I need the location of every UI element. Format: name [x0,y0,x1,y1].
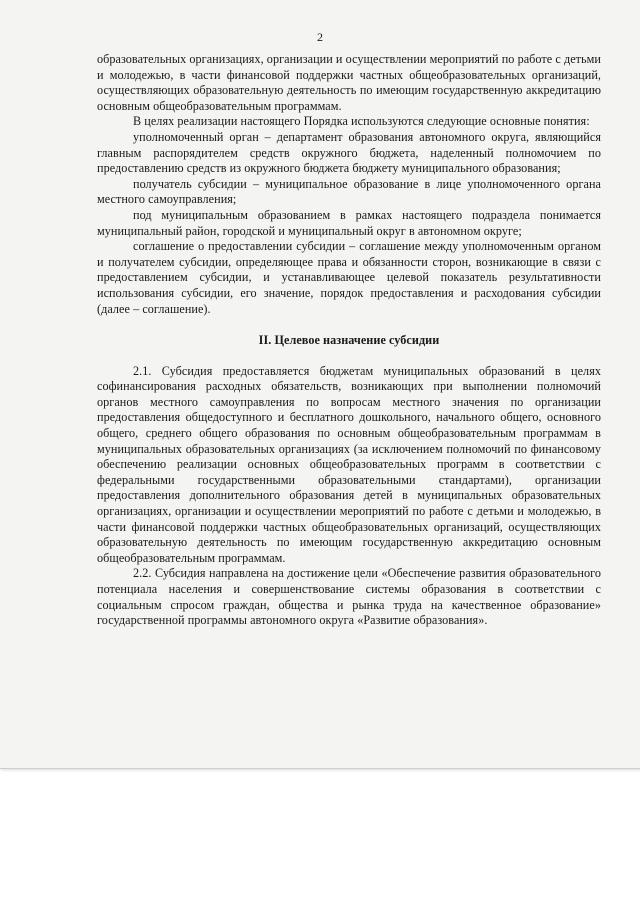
paragraph-recipient: получатель субсидии – муниципальное образование в лице уполномоченного органа местного самоуправления; [97,176,601,207]
document-body [97,52,601,629]
paragraph-municipality: под муниципальным образованием в рамках настоящего подраздела понимается муниципальный район, городской и муниципальный округ в автономном округе; [97,207,601,238]
paragraph-definitions-intro: В целях реализации настоящего Порядка используются следующие основные понятия: [133,114,590,129]
paragraph-authorized-body: уполномоченный орган – департамент образования автономного округа, являющийся главным распорядителем средств окружного бюджета, наделенный полномочием по предоставлению средств из окружного бюджета бюджету муниципального образования; [97,129,601,176]
paragraph-2-1: 2.1. Субсидия предоставляется бюджетам муниципальных образований в целях софинансирования расходных обязательств, возникающих при выполнении полномочий органов местного самоуправления по вопросам местного значения по организации предоставления общедоступного и бесплатного дошкольного, начального общего, основного общего, среднего общего образования по основным общеобразовательным программам в муниципальных образовательных организациях (за исключением полномочий по финансовому обеспечению реализации основных общеобразовательных программ в соответствии с федеральными государственными образовательными стандартами), организации предоставления дополнительного образования детей в муниципальных образовательных организациях, организации и осуществлении мероприятий по работе с детьми и молодежью, в части финансовой поддержки частных общеобразовательных организаций, осуществляющих образовательную деятельность по имеющим государственную аккредитацию основным общеобразовательным программам. [97,363,601,565]
paragraph-agreement: соглашение о предоставлении субсидии – соглашение между уполномоченным органом и получателем субсидии, определяющее права и обязанности сторон, возникающие в связи с предоставлением субсидии, и устанавливающее целевой показатель результативности использования субсидии, его значение, порядок предоставления и расходования субсидии (далее – соглашение). [97,239,601,316]
section-title: II. Целевое назначение субсидии [258,333,440,348]
page-number: 2 [317,30,323,44]
paragraph-continuation: образовательных организациях, организации и осуществлении мероприятий по работе с детьми и молодежью, в части финансовой поддержки частных общеобразовательных организаций, осуществляющих образовательную деятельность по имеющим государственную аккредитацию основным общеобразовательным программам. [97,52,601,113]
paragraph-2-2: 2.2. Субсидия направлена на достижение цели «Обеспечение развития образовательного потенциала населения и совершенствование системы образования в соответствии с социальным спросом граждан, общества и рынка труда на качественное образование» государственной программы автономного округа «Развитие образования». [97,566,601,628]
